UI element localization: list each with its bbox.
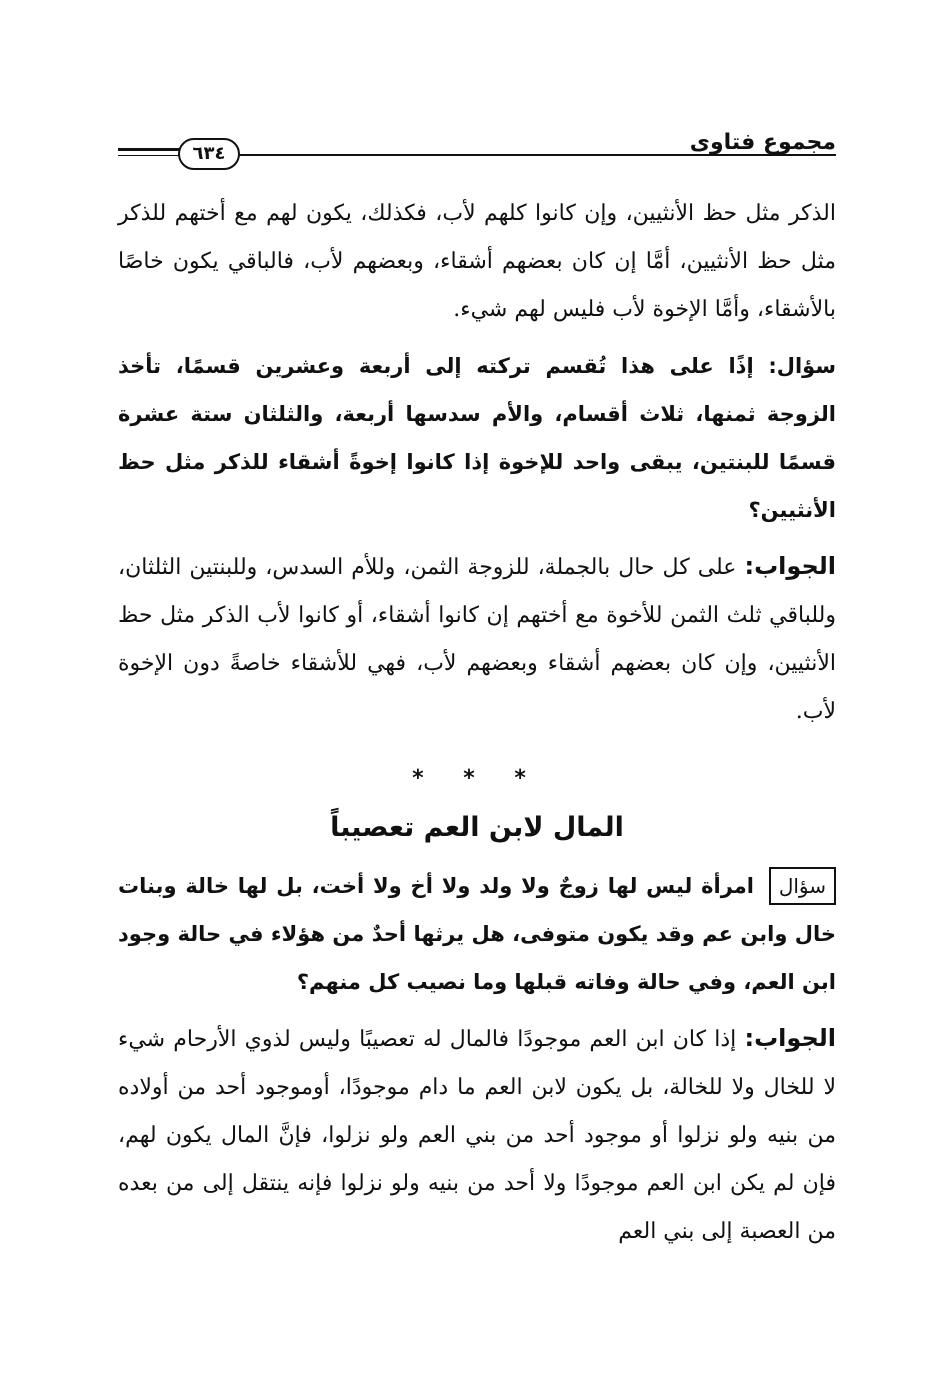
book-title: مجموع فتاوى (689, 130, 836, 155)
header-rule (236, 154, 836, 156)
page-content (118, 190, 836, 1256)
question-text: إذًا على هذا تُقسم تركته إلى أربعة وعشرين قسمًا، تأخذ الزوجة ثمنها، ثلاث أقسام، والأم سدسها أربعة، والثلثان ستة عشرة قسمًا للبنتين، يبقى واحد للإخوة إذا كانوا إخوةً أشقاء للذكر مثل حظ الأنثيين؟ (118, 354, 836, 522)
question-text-2: امرأة ليس لها زوجٌ ولا ولد ولا أخ ولا أخت، بل لها خالة وبنات خال وابن عم وقد يكون متوفى، هل يرثها أحدٌ من هؤلاء في حالة وجود ابن العم، وفي حالة وفاته قبلها وما نصيب كل منهم؟ (118, 874, 836, 994)
question-label-boxed: سؤال (769, 867, 836, 905)
answer-paragraph (118, 542, 836, 736)
section-separator: * * * (412, 766, 542, 791)
question-paragraph (118, 342, 836, 534)
question-label: سؤال: (768, 354, 836, 378)
page-number-ornament (118, 140, 238, 170)
paragraph-continuation: الذكر مثل حظ الأنثيين، وإن كانوا كلهم لأب، فكذلك، يكون لهم مع أختهم للذكر مثل حظ الأنثيين، أمَّا إن كان بعضهم أشقاء، وبعضهم لأب، فالباقي يكون خاصًا بالأشقاء، وأمَّا الإخوة لأب فليس لهم شيء. (118, 201, 836, 322)
answer-label: الجواب: (744, 552, 836, 580)
answer-text: على كل حال بالجملة، للزوجة الثمن، وللأم السدس، وللبنتين الثلثان، وللباقي ثلث الثمن للأخوة مع أختهم إن كانوا أشقاء، أو كانوا لأب الذكر مثل حظ الأنثيين، وإن كان بعضهم أشقاء وبعضهم لأب، فهي للأشقاء خاصةً دون الإخوة لأب. (118, 555, 836, 724)
section-title: المال لابن العم تعصيباً (330, 812, 624, 843)
question-paragraph-2 (118, 862, 836, 1006)
answer-label-2: الجواب: (744, 1024, 836, 1052)
answer-text-2: إذا كان ابن العم موجودًا فالمال له تعصيبًا وليس لذوي الأرحام شيء لا للخال ولا للخالة، بل يكون لابن العم ما دام موجودًا، أوموجود أحد من أولاده من بنيه ولو نزلوا أو موجود أحد من بني العم ولو نزلوا، فإنَّ المال يكون لهم، فإن لم يكن ابن العم موجودًا ولا أحد من بنيه ولو نزلوا فإنه ينتقل إلى من بعده من العصبة إلى بني العم (118, 1027, 836, 1244)
page-number: ٦٣٤ (178, 138, 240, 170)
page-header (118, 118, 836, 178)
answer-paragraph-2 (118, 1014, 836, 1256)
